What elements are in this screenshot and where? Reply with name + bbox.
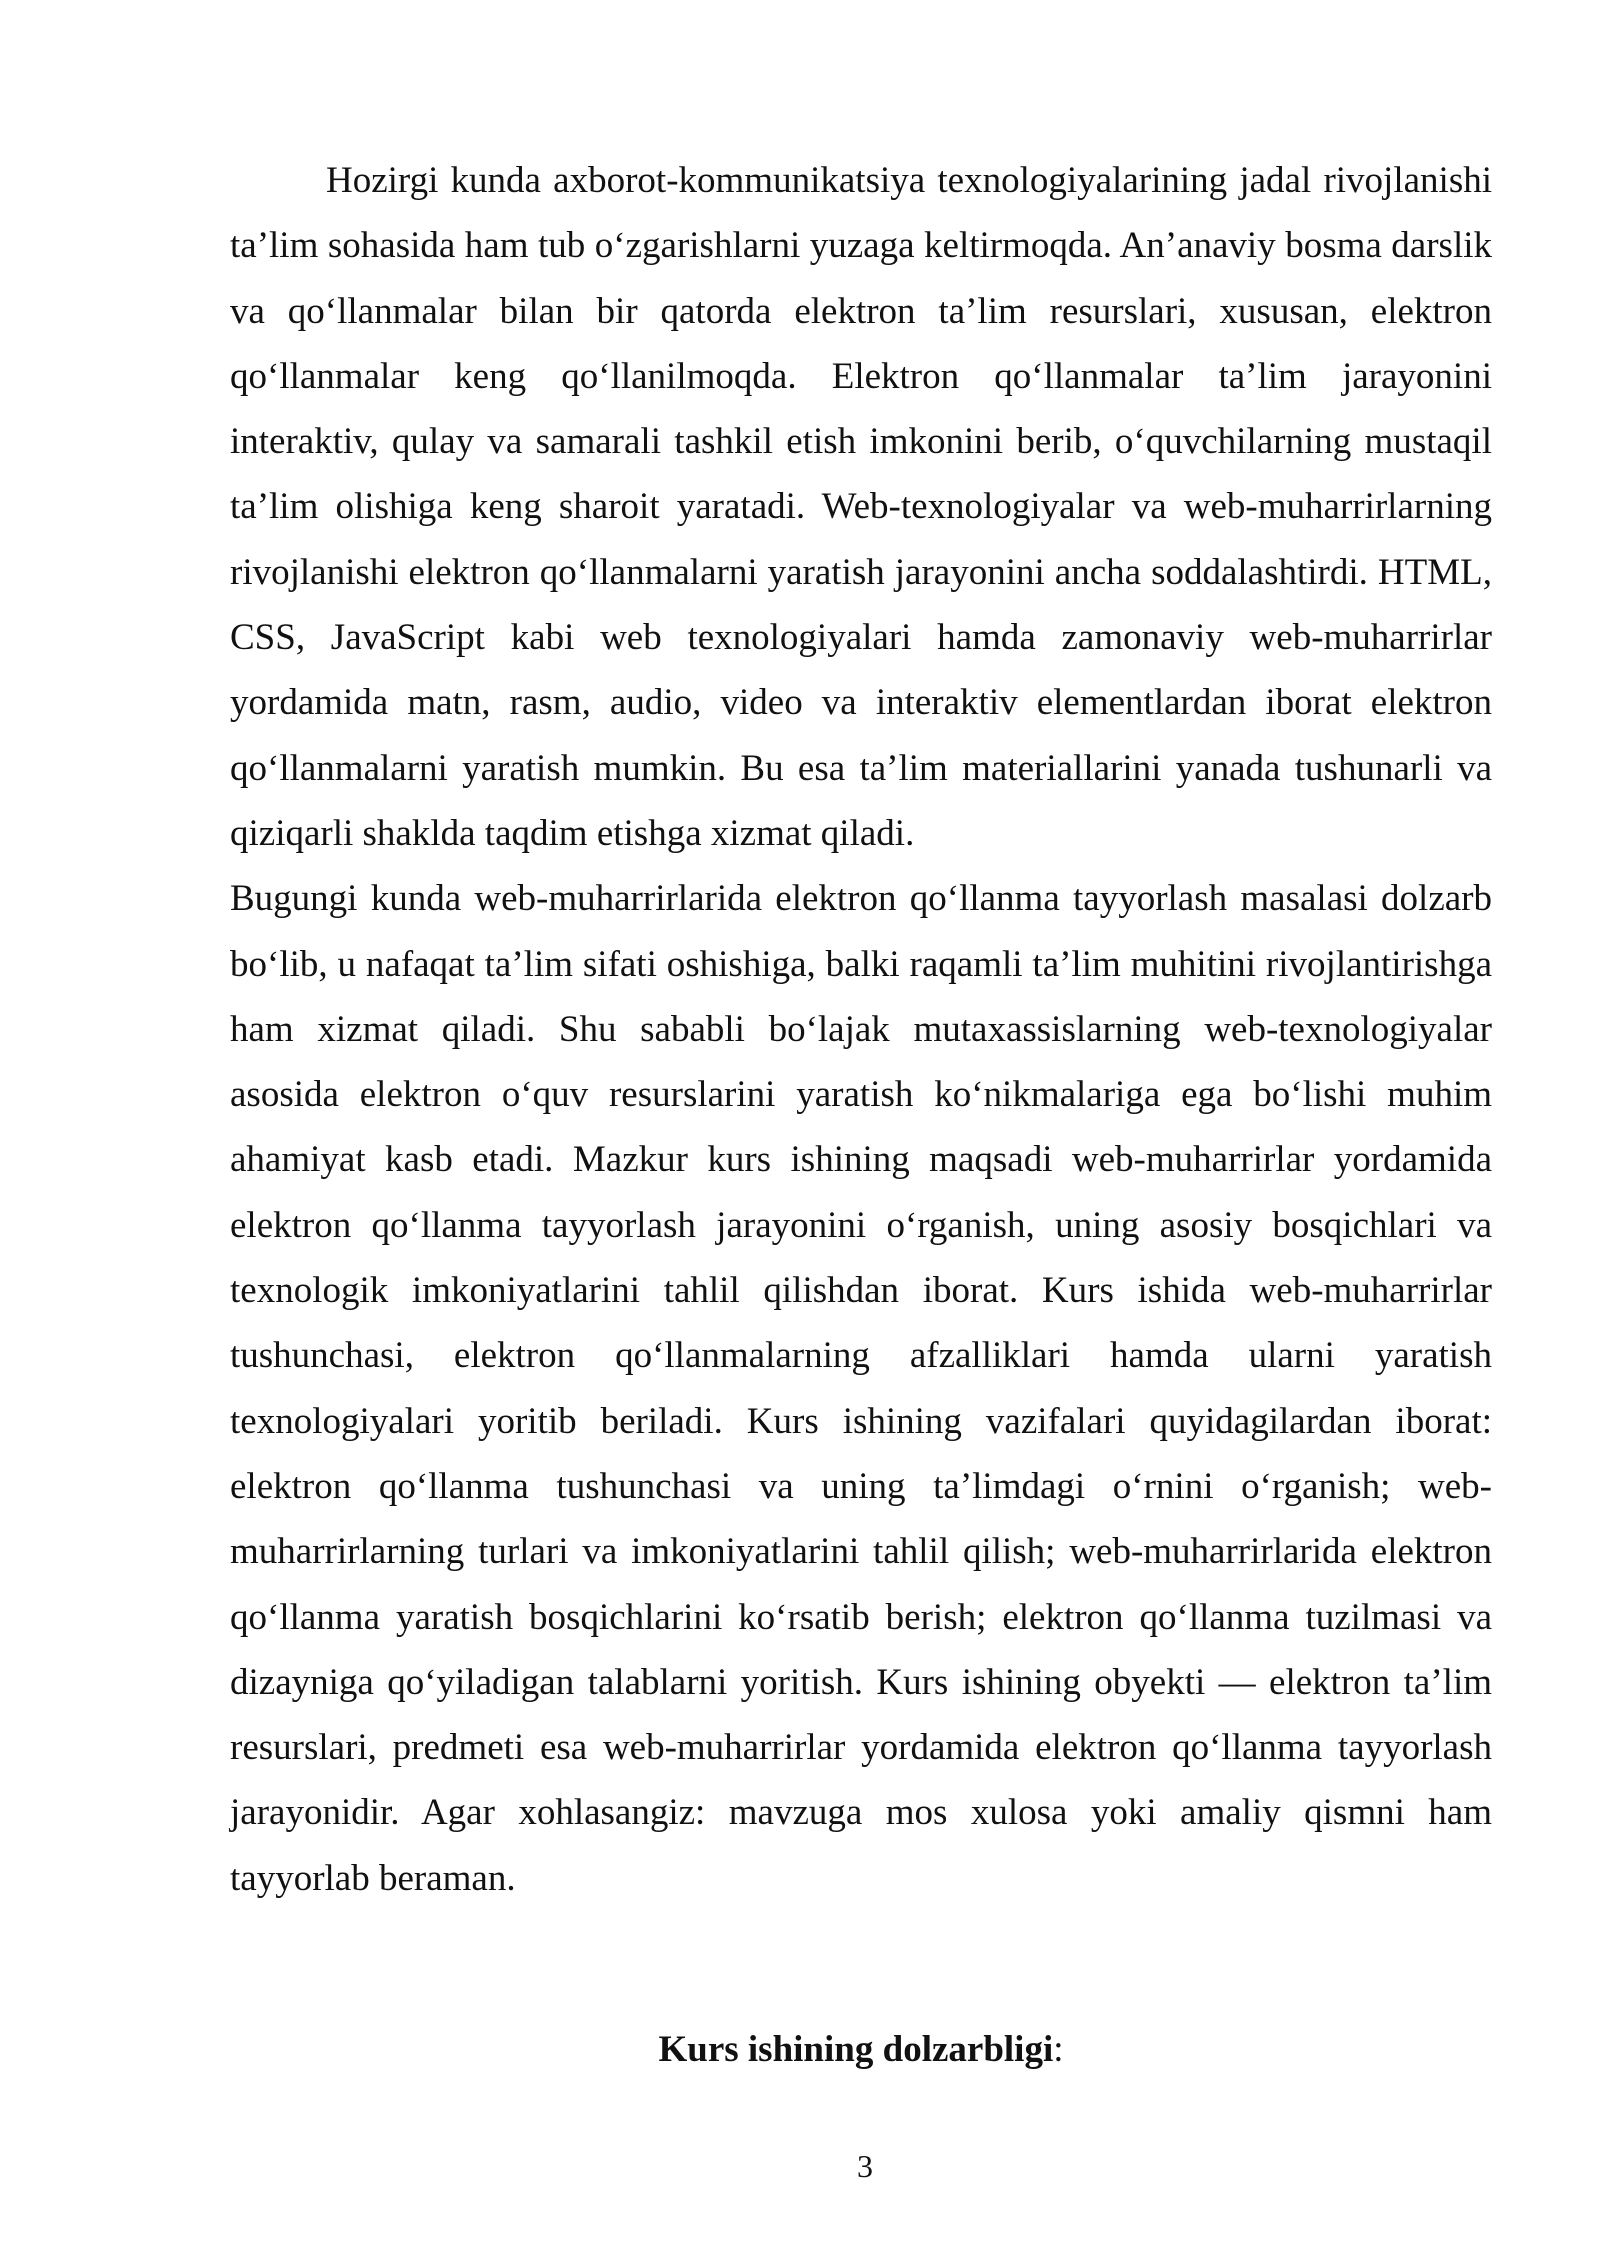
paragraph-segment: Kurs ishining vazifalari quyidagilardan iborat: elektron qo‘llanma tushunchasi va uning ta’limdagi o‘rnini o‘rganish; web-muharrirlarning turlari va imkoniyatlarini tahlil qilish; web-muharrirlarida elektron qo‘llanma yaratish bosqichlarini ko‘rsatib berish; elektron qo‘llanma tuzilmasi va dizayniga qo‘yiladigan talablarni yoritish. [230,1400,1492,1703]
paragraph-segment: Agar xohlasangiz: mavzuga mos xulosa yoki amaliy qismni ham tayyorlab beraman. [230,1792,1492,1899]
section-heading-colon: : [1053,2029,1064,2070]
body-paragraph [230,148,1492,1911]
section-heading [230,2025,1492,2075]
section-heading-text: Kurs ishining dolzarbligi [658,2029,1054,2070]
paragraph-segment: Bugungi kunda web-muharrirlarida elektron qo‘llanma tayyorlash masalasi dolzarb bo‘lib, u nafaqat ta’lim sifati oshishiga, balki raqamli ta’lim muhitini rivojlantirishga ham xizmat qiladi. Shu sababli bo‘lajak mutaxassislarning web-texnologiyalar asosida elektron o‘quv resurslarini yaratish ko‘nikmalariga ega bo‘lishi muhim ahamiyat kasb etadi. [230,878,1492,1181]
paragraph-segment: Hozirgi kunda axborot-kommunikatsiya texnologiyalarining jadal rivojlanishi ta’lim sohasida ham tub o‘zgarishlarni yuzaga keltirmoqda. An’anaviy bosma darslik va qo‘llanmalar bilan bir qatorda elektron ta’lim resurslari, xususan, elektron qo‘llanmalar keng qo‘llanilmoqda. Elektron qo‘llanmalar ta’lim jarayonini interaktiv, qulay va samarali tashkil etish imkonini berib, o‘quvchilarning mustaqil ta’lim olishiga keng sharoit yaratadi. [230,160,1492,528]
paragraph-segment: Kurs ishining obyekti — elektron ta’lim resurslari, predmeti esa web-muharrirlar yordamida elektron qo‘llanma tayyorlash jarayonidir. [230,1661,1493,1834]
paragraph-segment: Mazkur kurs ishining maqsadi web-muharrirlar yordamida elektron qo‘llanma tayyorlash jarayonini o‘rganish, uning asosiy bosqichlari va texnologik imkoniyatlarini tahlil qilishdan iborat. Kurs ishida web-muharrirlar tushunchasi, elektron qo‘llanmalarning afzalliklari hamda ularni yaratish texnologiyalari yoritib beriladi. [230,1139,1492,1442]
page-number: 3 [857,2148,873,2184]
paragraph-segment: Web-texnologiyalar va web-muharrirlarning rivojlanishi elektron qo‘llanmalarni yaratish jarayonini ancha soddalashtirdi. HTML, CSS, JavaScript kabi web texnologiyalari hamda zamonaviy web-muharrirlar yordamida matn, rasm, audio, video va interaktiv elementlardan iborat elektron qo‘llanmalarni yaratish mumkin. Bu esa ta’lim materiallarini yanada tushunarli va qiziqarli shaklda taqdim etishga xizmat qiladi. [230,486,1492,854]
